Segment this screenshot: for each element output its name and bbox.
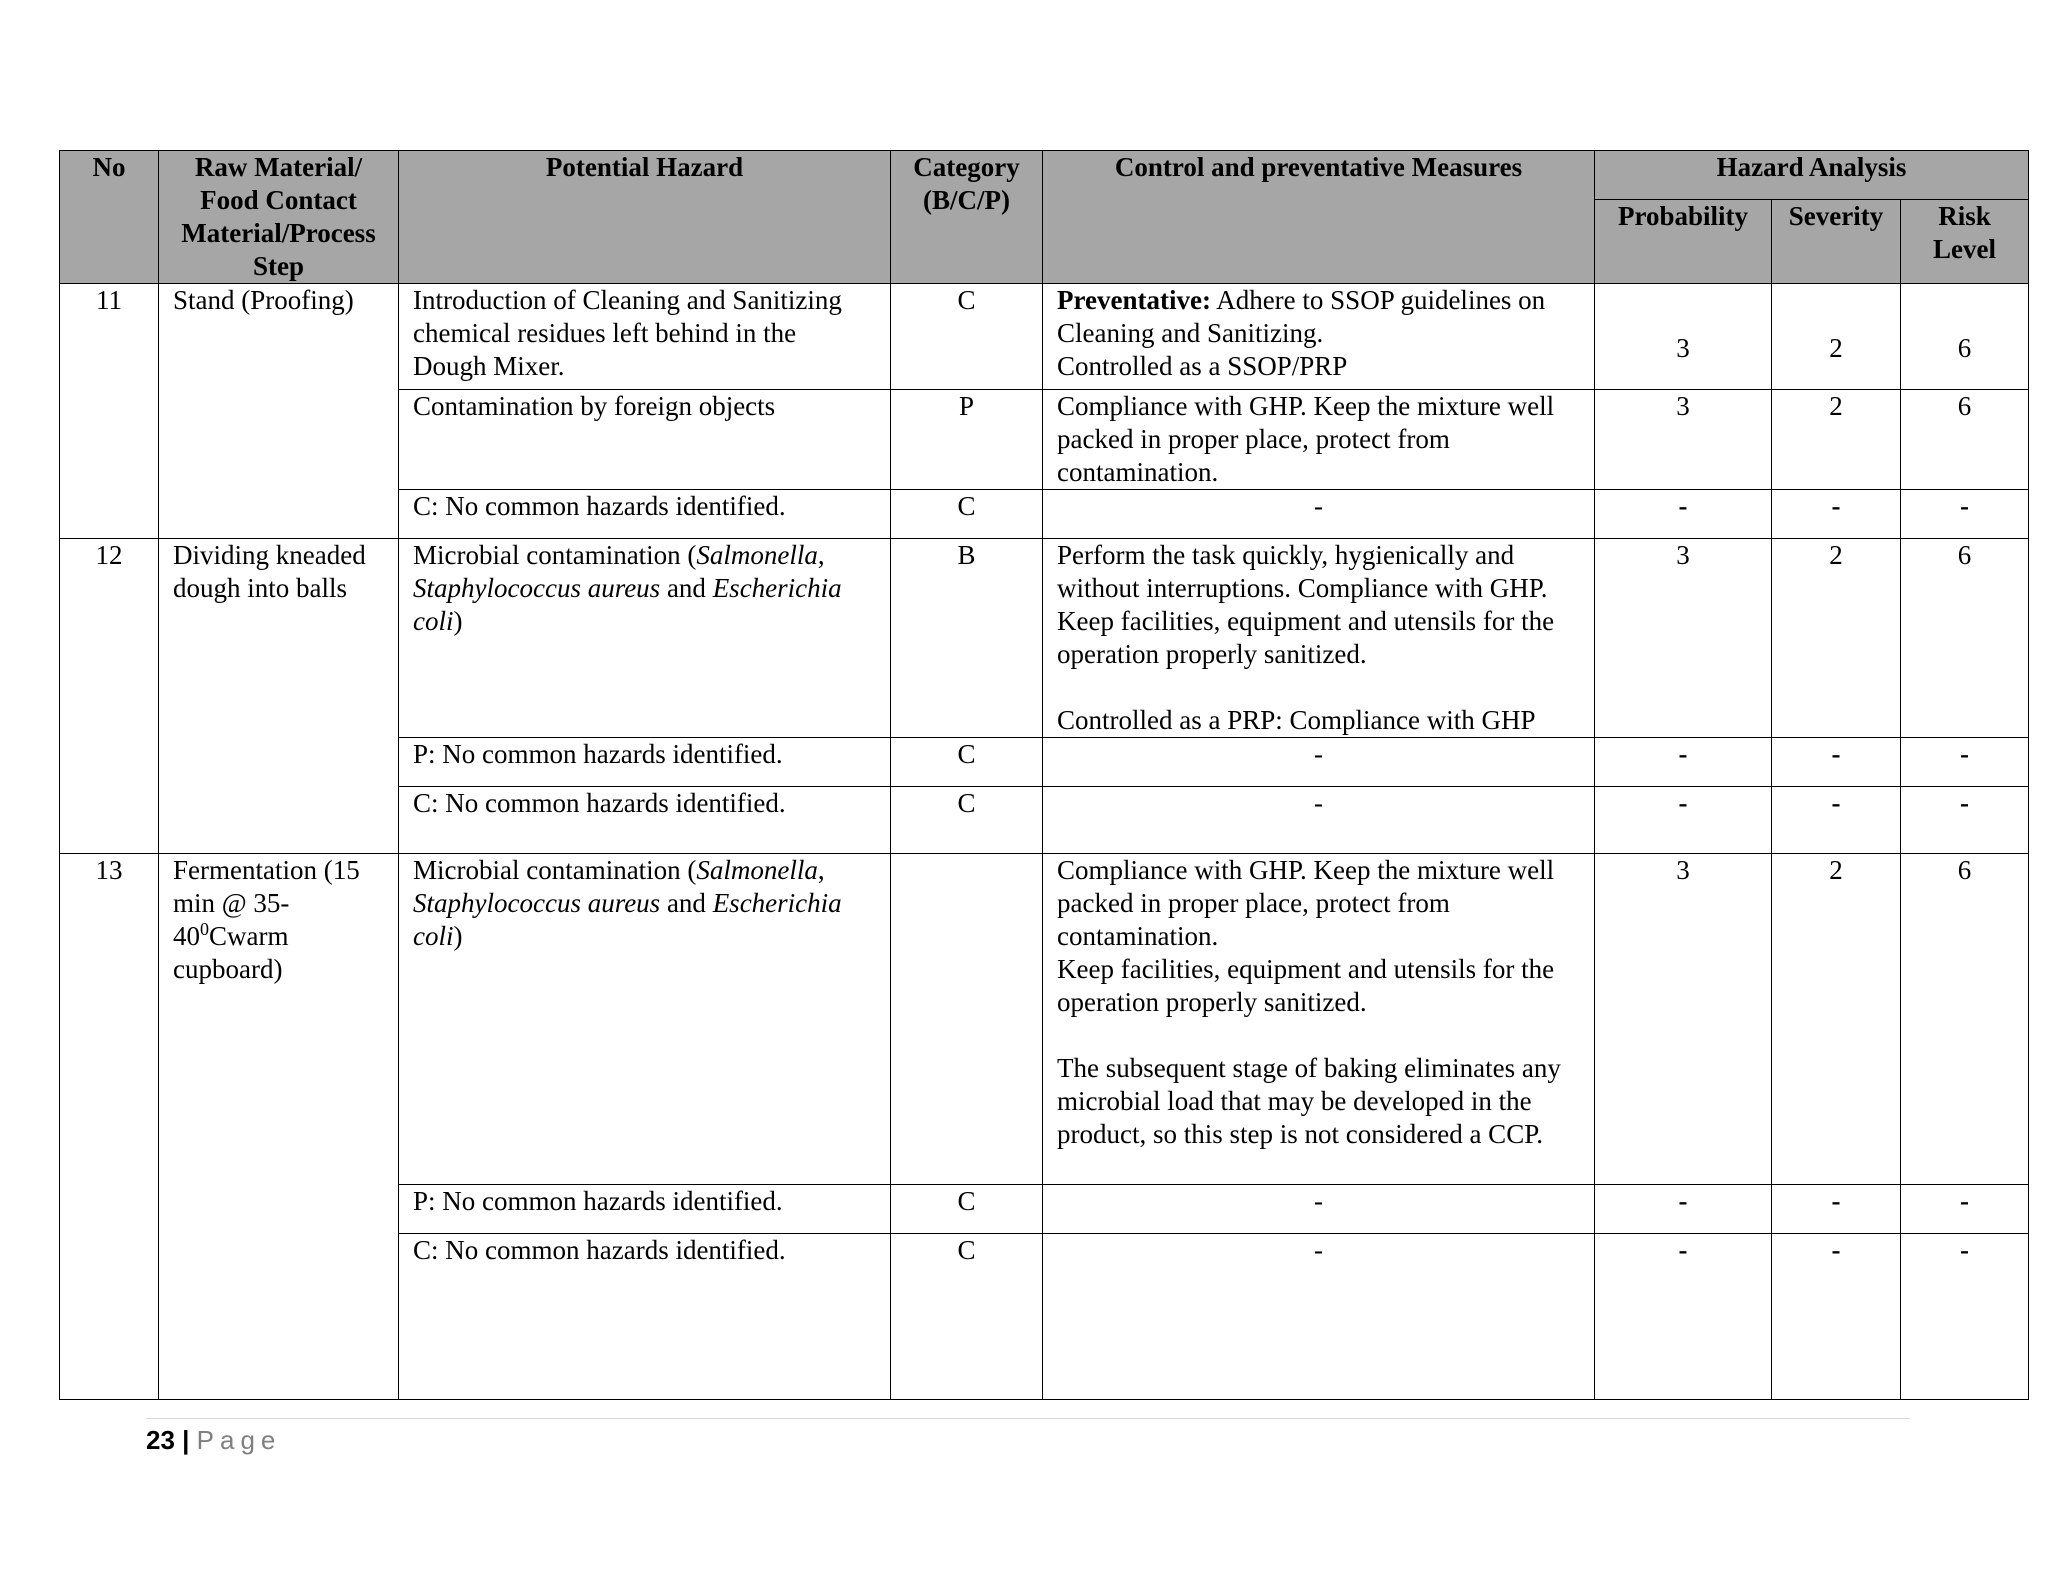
hazard-cell (399, 539, 891, 738)
probability-cell: - (1595, 1185, 1772, 1234)
process-step: Stand (Proofing) (159, 284, 399, 539)
control-cell (1043, 854, 1595, 1185)
severity-cell: - (1772, 490, 1901, 539)
hazard-cell: Introduction of Cleaning and Sanitizing chemical residues left behind in the Dough Mixer. (399, 284, 891, 390)
hazard-text: , (817, 540, 825, 570)
header-category: Category (B/C/P) (891, 151, 1043, 284)
table-row (60, 539, 2029, 738)
severity-cell: 2 (1772, 390, 1901, 490)
risk-cell: 6 (1901, 390, 2029, 490)
control-cell: - (1043, 490, 1595, 539)
hazard-text: ) (453, 606, 463, 636)
preventative-label: Preventative: (1057, 285, 1211, 315)
table-row (60, 854, 2029, 1185)
probability-cell: 3 (1595, 539, 1772, 738)
probability-cell: - (1595, 787, 1772, 854)
hazard-cell: C: No common hazards identified. (399, 490, 891, 539)
probability-cell: 3 (1595, 284, 1772, 390)
process-step: Dividing kneaded dough into balls (159, 539, 399, 854)
risk-cell: 6 (1901, 854, 2029, 1185)
organism-name: Escherichia coli (413, 573, 842, 636)
hazard-cell: C: No common hazards identified. (399, 1234, 891, 1400)
probability-cell: 3 (1595, 854, 1772, 1185)
degree-superscript: 0 (200, 919, 209, 939)
footer-separator: | (174, 1425, 197, 1455)
control-cell (1043, 284, 1595, 390)
step-text: Cwarm cupboard) (173, 921, 289, 984)
control-cell: - (1043, 738, 1595, 787)
control-text: The subsequent stage of baking eliminates any microbial load that may be developed in the product, so this step is not considered a CCP. (1057, 1053, 1561, 1149)
category-cell: C (891, 1234, 1043, 1400)
organism-name: Escherichia coli (413, 888, 842, 951)
organism-name: Staphylococcus aureus (413, 573, 661, 603)
hazard-text: , (817, 855, 825, 885)
risk-cell: - (1901, 490, 2029, 539)
table-row (60, 284, 2029, 390)
control-cell: - (1043, 787, 1595, 854)
severity-cell: - (1772, 1234, 1901, 1400)
category-cell: C (891, 738, 1043, 787)
control-cell (1043, 539, 1595, 738)
severity-cell: 2 (1772, 284, 1901, 390)
header-material: Raw Material/ Food Contact Material/Process Step (159, 151, 399, 284)
category-cell: B (891, 539, 1043, 738)
category-cell: C (891, 490, 1043, 539)
hazard-cell: P: No common hazards identified. (399, 1185, 891, 1234)
severity-cell: 2 (1772, 539, 1901, 738)
category-cell (891, 854, 1043, 1185)
control-text: Adhere to SSOP guidelines on Cleaning and Sanitizing. (1057, 285, 1546, 348)
organism-name: Salmonella (696, 540, 818, 570)
control-cell: Compliance with GHP. Keep the mixture well packed in proper place, protect from contamination. (1043, 390, 1595, 490)
category-cell: P (891, 390, 1043, 490)
category-cell: C (891, 787, 1043, 854)
category-cell: C (891, 1185, 1043, 1234)
row-number: 11 (60, 284, 159, 539)
hazard-text: Microbial contamination ( (413, 540, 697, 570)
row-number: 13 (60, 854, 159, 1400)
page-footer (146, 1418, 1910, 1456)
probability-cell: - (1595, 1234, 1772, 1400)
header-no: No (60, 151, 159, 284)
hazard-analysis-table (59, 150, 2029, 1400)
hazard-cell: Contamination by foreign objects (399, 390, 891, 490)
control-note: Controlled as a PRP: Compliance with GHP (1057, 705, 1536, 735)
category-cell: C (891, 284, 1043, 390)
step-text: Fermentation (15 min @ 35-40 (173, 855, 360, 951)
header-risk-level: Risk Level (1901, 200, 2029, 284)
hazard-text: Microbial contamination ( (413, 855, 697, 885)
hazard-text: and (660, 888, 713, 918)
header-probability: Probability (1595, 200, 1772, 284)
control-text: Perform the task quickly, hygienically and without interruptions. Compliance with GHP. Keep facilities, equipment and utensils for the operation properly sanitized. (1057, 540, 1555, 669)
control-cell: - (1043, 1185, 1595, 1234)
hazard-text: and (660, 573, 713, 603)
organism-name: Staphylococcus aureus (413, 888, 661, 918)
risk-cell: - (1901, 1185, 2029, 1234)
hazard-cell: C: No common hazards identified. (399, 787, 891, 854)
probability-cell: 3 (1595, 390, 1772, 490)
process-step (159, 854, 399, 1400)
hazard-cell (399, 854, 891, 1185)
hazard-text: ) (453, 921, 463, 951)
severity-cell: - (1772, 787, 1901, 854)
row-number: 12 (60, 539, 159, 854)
header-hazard-analysis: Hazard Analysis (1595, 151, 2029, 200)
risk-cell: 6 (1901, 539, 2029, 738)
control-note: Controlled as a SSOP/PRP (1057, 351, 1348, 381)
page-label: Page (196, 1425, 282, 1455)
header-hazard: Potential Hazard (399, 151, 891, 284)
header-severity: Severity (1772, 200, 1901, 284)
control-text: Keep facilities, equipment and utensils for the operation properly sanitized. (1057, 954, 1555, 1017)
organism-name: Salmonella (696, 855, 818, 885)
control-text: Compliance with GHP. Keep the mixture well packed in proper place, protect from contamination. (1057, 855, 1555, 951)
severity-cell: 2 (1772, 854, 1901, 1185)
control-cell: - (1043, 1234, 1595, 1400)
severity-cell: - (1772, 738, 1901, 787)
risk-cell: 6 (1901, 284, 2029, 390)
probability-cell: - (1595, 738, 1772, 787)
hazard-cell: P: No common hazards identified. (399, 738, 891, 787)
risk-cell: - (1901, 738, 2029, 787)
header-control: Control and preventative Measures (1043, 151, 1595, 284)
severity-cell: - (1772, 1185, 1901, 1234)
page-number: 23 (146, 1425, 175, 1455)
risk-cell: - (1901, 787, 2029, 854)
risk-cell: - (1901, 1234, 2029, 1400)
probability-cell: - (1595, 490, 1772, 539)
